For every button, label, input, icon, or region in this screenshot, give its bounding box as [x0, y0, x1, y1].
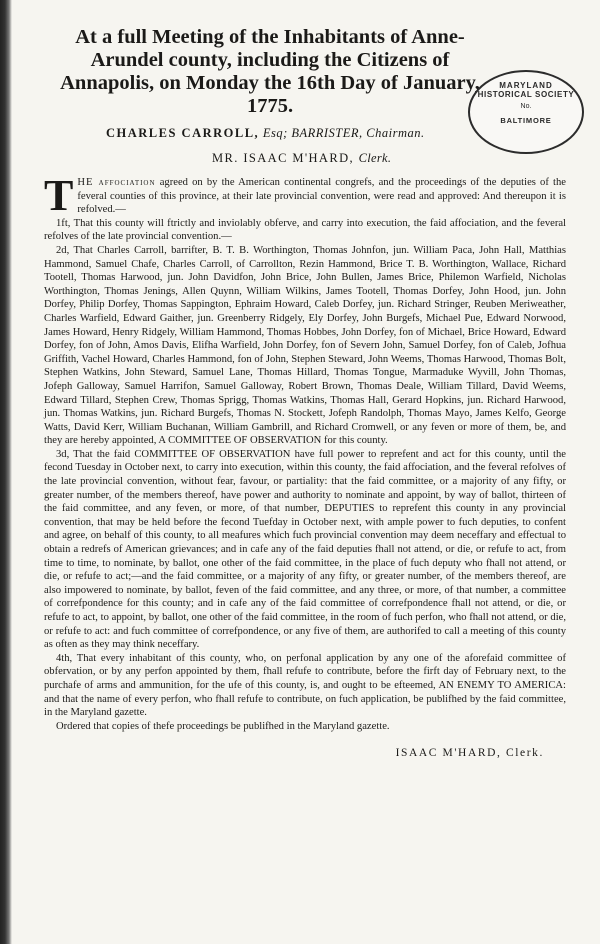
clerk-line — [212, 151, 566, 166]
resolution-4: 4th, That every inhabitant of this county, who, on perfonal application by any one of the aforefaid committee of obfervation, or by any perfon appointed by them, fhall refufe to contribute, before the firft day of February next, to the purchafe of arms and ammunition, for the ufe of this county, is, and ought to be efteemed, AN ENEMY TO AMERICA: and that the name of every perfon, who fhall refufe to contribute, on fuch application, be publifhed by the faid committee, in the Maryland gazette. — [44, 652, 566, 719]
clerk-name: ISAAC M'HARD, — [243, 151, 355, 165]
stamp-line-4: BALTIMORE — [500, 116, 552, 125]
intro-first-words: HE affociation — [77, 177, 156, 188]
stamp-line-3: No. — [520, 103, 532, 110]
document-body — [44, 171, 566, 733]
drop-cap: T — [44, 171, 74, 220]
intro-rest: agreed on by the American continental congrefs, and the proceedings of the deputies of the feveral counties of this province, at their late provincial convention, were read and approved: And thereupon it is refolved.— — [77, 177, 566, 216]
historical-society-stamp — [468, 70, 584, 154]
document-headline: At a full Meeting of the Inhabitants of Anne-Arundel county, including the Citizens of Annapolis, on Monday the 16th Day of January, 1775. — [60, 26, 480, 117]
order-paragraph: Ordered that copies of thefe proceedings be publifhed in the Maryland gazette. — [56, 720, 390, 732]
chairman-title: Esq; BARRISTER, Chairman. — [262, 126, 425, 140]
stamp-line-1: MARYLAND — [499, 81, 553, 90]
resolution-3: 3d, That the faid COMMITTEE OF OBSERVATION have full power to reprefent and act for this county, until the fecond Tuesday in October next, to carry into execution, within this county, the faid affociation, and the feveral refolves of the late provincial convention, without fear, favour, or partiality: that the faid committee, or a majority of any fifty, or greater number, of the members thereof, have power and authority to nominate and appoint, by way of ballot, thirteen of the faid committee, and any feven, or more, of that number, DEPUTIES to reprefent this county in any provincial convention, that may be held before the fecond Tuefday in October next, with ample power to fuch deputies, to confent and agree, on behalf of this county, to all meafures which fuch provincial convention may deem neceffary and effectual to obtain a redrefs of American grievances; and in cafe any of the faid deputies fhall not attend, or die, or refufe to act, from time to time, to nominate, by ballot, one other of the faid committee, in the place of fuch deputy who fhall not attend, or die, or refufe to act;—and the faid committee, or a majority of any fifty, or greater number, of the members thereof, are also impowered to nominate, by ballot, feven of the faid committee, and any three, or more, of that number, a committee of correfpondence for this county; and in cafe any of the faid committee of correfpondence fhall not attend, or die, or refufe to act, to appoint, by ballot, one other of the faid committee, in the room of fuch perfon, who fhall not attend, or die, or refufe to act: and fuch committee of correfpondence, or any five of them, are authorifed to call a meeting of this county as often as they may think neceffary. — [44, 448, 566, 651]
resolution-1: 1ft, That this county will ftrictly and inviolably obferve, and carry into execution, the faid affociation, and the feveral refolves of the late provincial convention.— — [44, 217, 566, 243]
clerk-prefix: MR. — [212, 151, 239, 165]
intro-paragraph — [44, 171, 566, 220]
clerk-signature: ISAAC M'HARD, Clerk. — [395, 747, 544, 760]
stamp-line-2: HISTORICAL SOCIETY — [477, 90, 575, 99]
scan-edge-shadow — [0, 0, 12, 944]
clerk-title: Clerk. — [358, 151, 392, 165]
chairman-name: CHARLES CARROLL, — [106, 126, 260, 140]
resolution-2: 2d, That Charles Carroll, barrifter, B. T. B. Worthington, Thomas Johnfon, jun. William Paca, John Hall, Matthias Hammond, Samuel Chafe, Charles Carroll, of Carrollton, Rezin Hammond, Brice T. B. Worthington, Wallace, Richard Tootell, Thomas Harwood, jun. John Davidfon, John Brice, John Bullen, James Brice, Philemon Warfield, Nicholas Worthington, Thomas Jenings, Allen Quynn, William Wilkins, James Tootell, Thomas Dorfey, John Hood, jun. John Dorfey, Philip Dorfey, Thomas Sappington, Ephraim Howard, Caleb Dorfey, jun. Richard Stringer, Reuben Meriweather, Charles Warfield, Edward Gaither, jun. Greenberry Ridgely, Ely Dorfey, John Burgefs, Michael Pue, Edward Norwood, James Howard, Henry Ridgely, William Hammond, Thomas Hobbes, John Dorfey, fon of Michael, Brice Howard, Edward Dorfey, fon of John, Amos Davis, Elifha Warfield, John Dorfey, fon of Severn John, Samuel Dorfey, fon of Caleb, Jofhua Griffith, Vachel Howard, Charles Hammond, fon of John, Stephen Steward, John Weems, Thomas Harwood, Thomas Bolt, Stephen Watkins, John Steward, Samuel Lane, Thomas Hillard, Thomas Tongue, Marmaduke Wyvill, John Thomas, Jofeph Galloway, Samuel Harrifon, Samuel Galloway, Robert Brown, Thomas Deale, William Tillard, David Weems, Edward Tillard, Stephen Crew, Thomas Sprigg, Thomas Watkins, Thomas Hall, Gerard Hopkins, jun. Richard Harwood, jun. Thomas Watkins, jun. Richard Burgefs, Thomas N. Stockett, Jofeph Randolph, Thomas Mayo, James Kelfo, George Watts, David Kerr, William Buchanan, William Gambrill, and Richard Cromwell, or any feven or more of them, be, and they are hereby appointed, A COMMITTEE OF OBSERVATION for this county. — [44, 244, 566, 447]
